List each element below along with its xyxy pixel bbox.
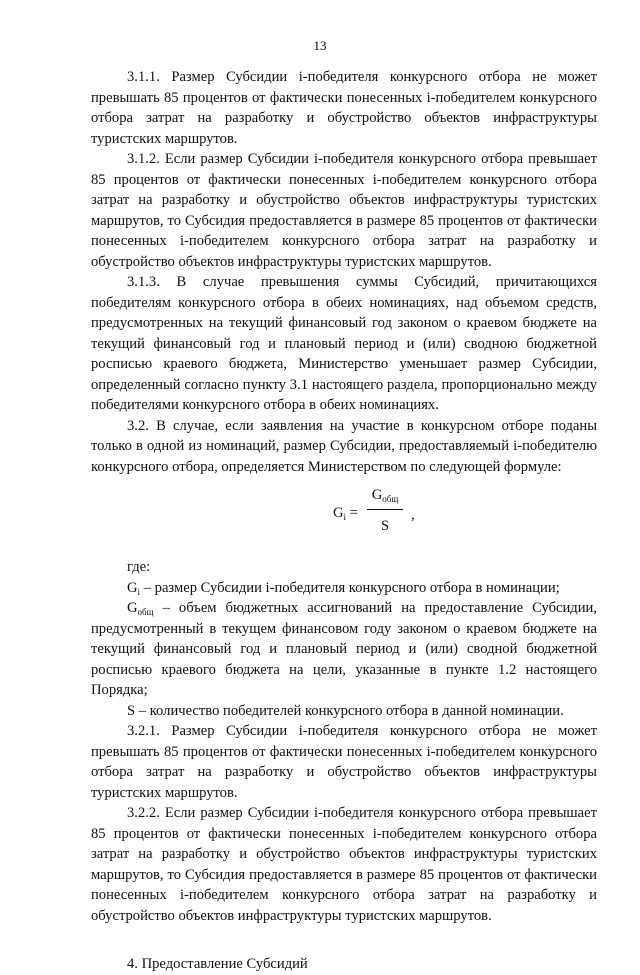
paragraph-3-2-1: 3.2.1. Размер Субсидии i-победителя конкурсного отбора не может превышать 85 процентов от фактически понесенных i-победителем конкурсного отбора затрат на разработку и обустройство объектов инфраструктуры туристских маршрутов. bbox=[91, 723, 597, 801]
formula-fraction bbox=[365, 485, 405, 537]
definition-s: S – количество победителей конкурсного отбора в данной номинации. bbox=[127, 702, 564, 719]
definition-gobsh: $G_{общ}$ – объем бюджетных ассигнований на предоставление Субсидии, предусмотренный в текущем финансовом году законом о краевом бюджете на текущий финансовый год и плановый период и (или) сводной бюджетной росписью краевого бюджета на цели, указанные в пункте 1.2 настоящего Порядка; bbox=[91, 600, 597, 698]
paragraph-3-2: 3.2. В случае, если заявления на участие в конкурсном отборе поданы только в одной из номинаций, размер Субсидии, предоставляемый i-победителю конкурсного отбора, определяется Министерством по следующей формуле: bbox=[91, 417, 597, 475]
section-heading: 4. Предоставление Субсидий bbox=[127, 956, 308, 972]
page-number: 13 bbox=[313, 38, 327, 53]
paragraph-3-2-2: 3.2.2. Если размер Субсидии i-победителя конкурсного отбора превышает 85 процентов от фактически понесенных i-победителем конкурсного отбора затрат на разработку и обустройство объектов инфраструктуры туристских маршрутов, то Субсидия предоставляется в размере 85 процентов от фактически понесенных i-победителем конкурсного отбора затрат на разработку и обустройство объектов инфраструктуры туристских маршрутов. bbox=[91, 805, 597, 924]
formula-comma: , bbox=[411, 507, 415, 523]
formula-lhs: $G_i$ = bbox=[333, 505, 358, 522]
subsidy-formula bbox=[91, 485, 597, 551]
where-label: где: bbox=[127, 559, 151, 575]
fraction-bar bbox=[367, 509, 403, 510]
definition-gi: $G_i$ – размер Субсидии i-победителя конкурсного отбора в номинации; bbox=[127, 579, 560, 597]
formula-denominator: S bbox=[380, 518, 390, 534]
formula-numerator: $G_{общ}$ bbox=[371, 487, 399, 504]
paragraph-3-1-1: 3.1.1. Размер Субсидии i-победителя конкурсного отбора не может превышать 85 процентов от фактически понесенных i-победителем конкурсного отбора затрат на разработку и обустройство объектов инфраструктуры туристских маршрутов. bbox=[91, 69, 597, 147]
document-body bbox=[91, 67, 597, 975]
paragraph-3-1-3: 3.1.3. В случае превышения суммы Субсидий, причитающихся победителям конкурсного отбора в обеих номинациях, над объемом средств, предусмотренных на текущий финансовый год законом о краевом бюджете на текущий финансовый год и плановый период и (или) сводною бюджетной росписью краевого бюджета, Министерство уменьшает размер Субсидии, определенный согласно пункту 3.1 настоящего раздела, пропорционально между победителями конкурсного отбора в обеих номинациях. bbox=[91, 274, 597, 413]
paragraph-3-1-2: 3.1.2. Если размер Субсидии i-победителя конкурсного отбора превышает 85 процентов от фактически понесенных i-победителем конкурсного отбора затрат на разработку и обустройство объектов инфраструктуры туристских маршрутов, то Субсидия предоставляется в размере 85 процентов от фактически понесенных i-победителем конкурсного отбора затрат на разработку и обустройство объектов инфраструктуры туристских маршрутов. bbox=[91, 151, 597, 270]
